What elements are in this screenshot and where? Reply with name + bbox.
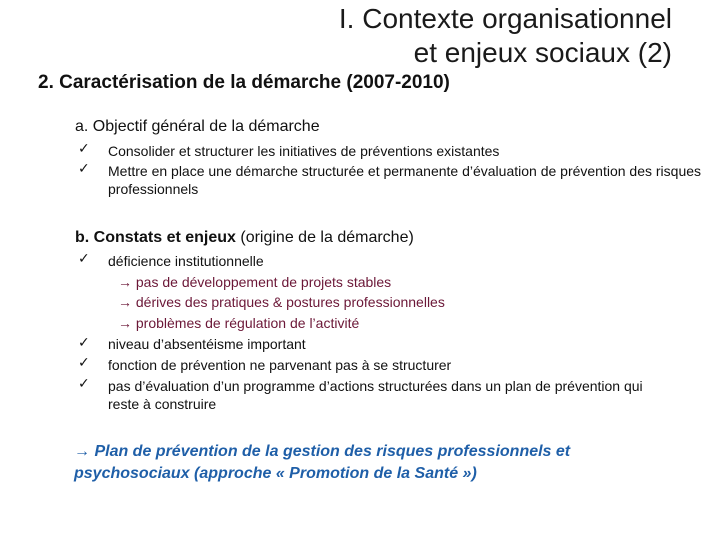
- slide-title-line2: et enjeux sociaux (2): [413, 37, 672, 68]
- checkmark-icon: ✓: [78, 251, 90, 267]
- section-b-item-2: niveau d’absentéisme important: [108, 336, 306, 352]
- section-b-heading-bold: b. Constats et enjeux: [75, 229, 236, 246]
- conclusion-text: → Plan de prévention de la gestion des risques professionnels et psychosociaux (approche « Promotion de la Santé »): [74, 443, 571, 482]
- section-a-item-2: Mettre en place une démarche structurée et permanente d’évaluation de prévention des risques professionnels: [108, 163, 702, 197]
- checkmark-icon: ✓: [78, 161, 90, 177]
- slide-subtitle: 2. Caractérisation de la démarche (2007-2010): [38, 72, 450, 93]
- checkmark-icon: ✓: [78, 376, 90, 392]
- checkmark-icon: ✓: [78, 335, 90, 351]
- slide-title: [339, 2, 672, 70]
- section-b-item-1: déficience institutionnelle: [108, 253, 264, 269]
- section-b-subitem-2: → dérives des pratiques & postures professionnelles: [118, 294, 445, 310]
- section-b-subitem-1: → pas de développement de projets stables: [118, 274, 392, 290]
- checkmark-icon: ✓: [78, 141, 90, 157]
- section-b-item-3: fonction de prévention ne parvenant pas à se structurer: [108, 357, 452, 373]
- section-b-heading: [75, 229, 414, 247]
- section-b-item-4: pas d’évaluation d’un programme d’actions structurées dans un plan de prévention qui reste à construire: [108, 378, 643, 412]
- section-a-item-1: Consolider et structurer les initiatives de préventions existantes: [108, 143, 500, 159]
- section-a-heading: a. Objectif général de la démarche: [75, 118, 320, 135]
- section-b-heading-rest: (origine de la démarche): [235, 229, 414, 246]
- section-b-subitem-3: → problèmes de régulation de l’activité: [118, 315, 360, 331]
- checkmark-icon: ✓: [78, 355, 90, 371]
- slide-title-line1: I. Contexte organisationnel: [338, 3, 672, 34]
